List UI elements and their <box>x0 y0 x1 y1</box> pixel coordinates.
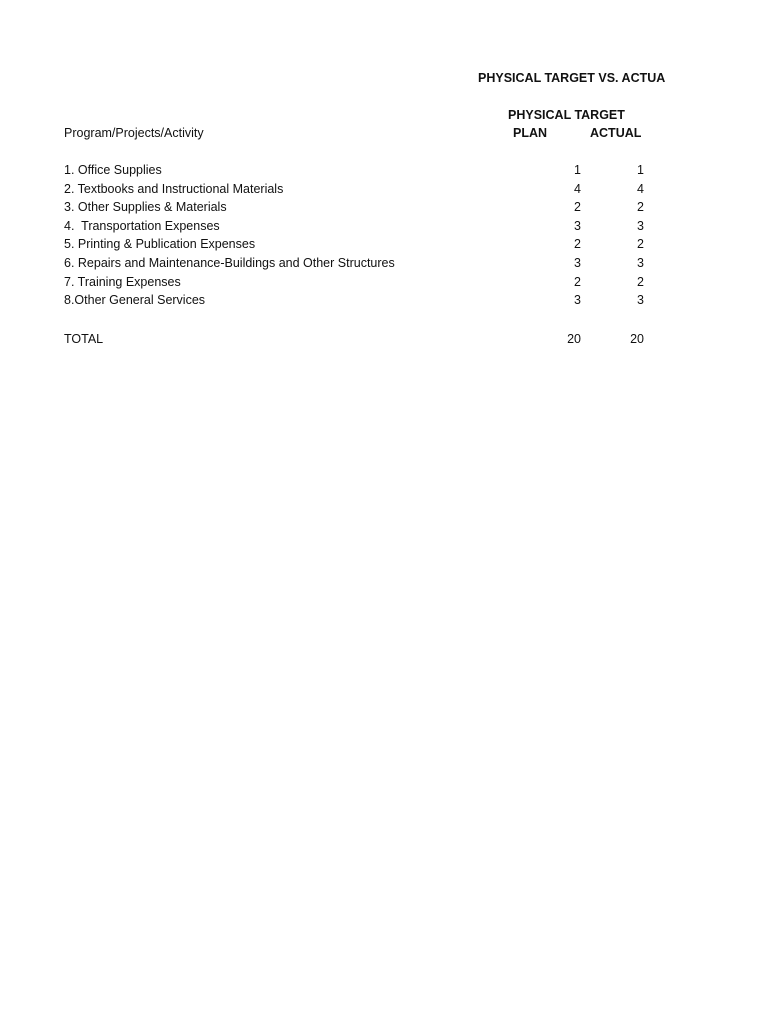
activity-cell: 3. Other Supplies & Materials <box>64 200 227 215</box>
activity-cell: 1. Office Supplies <box>64 163 162 177</box>
activity-cell: 4. Transportation Expenses <box>64 218 220 233</box>
plan-cell: 2 <box>574 274 581 289</box>
plan-column-header: PLAN <box>513 126 548 140</box>
plan-cell: 4 <box>574 181 581 196</box>
actual-cell: 1 <box>637 163 644 177</box>
table-row <box>0 181 768 200</box>
table-row <box>0 199 768 218</box>
table-row <box>0 255 768 274</box>
table-row <box>0 292 768 311</box>
table-row <box>0 274 768 293</box>
activity-cell: 8.Other General Services <box>64 293 206 308</box>
actual-cell: 3 <box>637 255 644 270</box>
activity-cell: 6. Repairs and Maintenance-Buildings and Other Structures <box>64 255 395 270</box>
table-row <box>0 162 768 181</box>
actual-cell: 3 <box>637 293 644 308</box>
total-plan-value: 20 <box>567 332 581 346</box>
plan-cell: 3 <box>574 218 581 233</box>
plan-cell: 2 <box>574 237 581 252</box>
activity-table <box>0 162 768 311</box>
activity-cell: 7. Training Expenses <box>64 274 181 289</box>
activity-cell: 2. Textbooks and Instructional Materials <box>64 181 284 196</box>
physical-target-group-header: PHYSICAL TARGET <box>508 108 625 122</box>
actual-cell: 4 <box>637 181 644 196</box>
plan-cell: 3 <box>574 255 581 270</box>
table-row <box>0 218 768 237</box>
plan-cell: 3 <box>574 293 581 308</box>
actual-cell: 2 <box>637 200 644 215</box>
activity-column-header: Program/Projects/Activity <box>64 126 204 140</box>
plan-cell: 1 <box>574 163 581 177</box>
total-row <box>0 331 768 349</box>
actual-cell: 3 <box>637 218 644 233</box>
actual-column-header: ACTUAL <box>590 126 642 140</box>
actual-cell: 2 <box>637 237 644 252</box>
actual-cell: 2 <box>637 274 644 289</box>
total-actual-value: 20 <box>630 332 644 346</box>
total-label: TOTAL <box>64 332 104 346</box>
activity-cell: 5. Printing & Publication Expenses <box>64 237 256 252</box>
table-row <box>0 236 768 255</box>
document-title: PHYSICAL TARGET VS. ACTUA <box>478 71 666 85</box>
plan-cell: 2 <box>574 200 581 215</box>
